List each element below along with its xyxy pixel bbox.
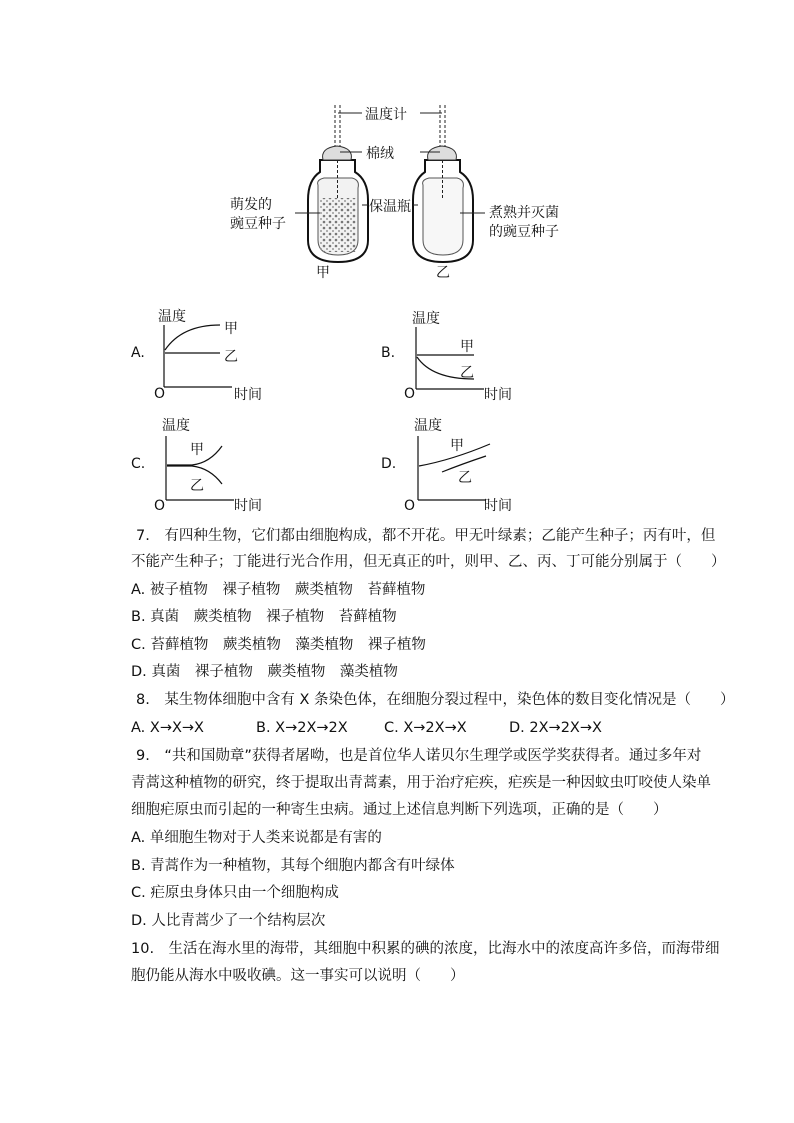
- graph-c-xlabel: 时间: [234, 498, 262, 514]
- option-c-letter: C.: [131, 456, 146, 472]
- q9-stem-line3: 细胞疟原虫而引起的一种寄生虫病。通过上述信息判断下列选项，正确的是（ ）: [131, 802, 668, 818]
- graph-d-label-jia: 甲: [450, 438, 464, 454]
- graph-a-ylabel: 温度: [158, 309, 186, 325]
- label-cotton: 棉绒: [366, 146, 394, 162]
- label-jia: 甲: [316, 265, 330, 281]
- q7-option-c: C. 苔藓植物 蕨类植物 藻类植物 裸子植物: [131, 637, 426, 653]
- q7-option-d: D. 真菌 裸子植物 蕨类植物 藻类植物: [131, 664, 398, 680]
- graph-c-origin: O: [154, 498, 166, 514]
- label-left-seeds-2: 豌豆种子: [230, 216, 286, 232]
- q9-option-a: A. 单细胞生物对于人类来说都是有害的: [131, 830, 382, 846]
- label-right-seeds-2: 的豌豆种子: [489, 224, 559, 240]
- graph-b: [402, 305, 522, 403]
- graph-a-curve-jia: [165, 325, 220, 350]
- label-flask: 保温瓶: [369, 199, 411, 215]
- q7-option-b: B. 真菌 蕨类植物 裸子植物 苔藓植物: [131, 609, 397, 625]
- q7-stem-line2: 不能产生种子；丁能进行光合作用，但无真正的叶，则甲、乙、丙、丁可能分别属于（ ）: [131, 554, 726, 570]
- graph-b-label-jia: 甲: [460, 339, 474, 355]
- graph-d: [402, 414, 522, 514]
- graph-b-ylabel: 温度: [412, 311, 440, 327]
- graph-a-xlabel: 时间: [234, 387, 262, 403]
- q9-option-b: B. 青蒿作为一种植物，其每个细胞内都含有叶绿体: [131, 858, 455, 874]
- q8-stem: 8. 某生物体细胞中含有 X 条染色体，在细胞分裂过程中，染色体的数目变化情况是（ ）: [136, 692, 735, 708]
- q10-stem-line2: 胞仍能从海水中吸收碘。这一事实可以说明（ ）: [131, 968, 465, 984]
- graph-d-label-yi: 乙: [458, 470, 472, 486]
- q7-option-a: A. 被子植物 裸子植物 蕨类植物 苔藓植物: [131, 582, 426, 598]
- graph-a-origin: O: [154, 386, 166, 402]
- q8-option-b: B. X→2X→2X: [256, 720, 348, 736]
- graph-d-xlabel: 时间: [484, 498, 512, 514]
- graph-c-label-yi: 乙: [190, 478, 204, 494]
- q8-option-c: C. X→2X→X: [384, 720, 467, 736]
- q8-option-a: A. X→X→X: [131, 720, 204, 736]
- label-right-seeds-1: 煮熟并灭菌: [489, 205, 559, 221]
- graph-b-xlabel: 时间: [484, 387, 512, 403]
- q9-stem-line2: 青蒿这种植物的研究，终于提取出青蒿素，用于治疗疟疾，疟疾是一种因蚊虫叮咬使人染单: [131, 775, 711, 791]
- q7-stem-line1: 7. 有四种生物，它们都由细胞构成，都不开花。甲无叶绿素；乙能产生种子；丙有叶，但: [136, 528, 716, 544]
- graph-a-label-jia: 甲: [224, 321, 238, 337]
- graph-c: [152, 414, 272, 514]
- graph-a: [152, 305, 272, 403]
- q8-option-d: D. 2X→2X→X: [509, 720, 602, 736]
- label-thermometer: 温度计: [365, 107, 407, 123]
- q9-option-c: C. 疟原虫身体只由一个细胞构成: [131, 885, 339, 901]
- graph-b-origin: O: [404, 386, 416, 402]
- q10-stem-line1: 10. 生活在海水里的海带，其细胞中积累的碘的浓度，比海水中的浓度高许多倍，而海带细: [131, 941, 720, 957]
- graph-a-label-yi: 乙: [224, 349, 238, 365]
- graph-c-ylabel: 温度: [162, 418, 190, 434]
- graph-c-label-jia: 甲: [190, 442, 204, 458]
- label-yi: 乙: [436, 265, 450, 281]
- option-b-letter: B.: [381, 345, 396, 361]
- option-d-letter: D.: [381, 456, 397, 472]
- option-a-letter: A.: [131, 345, 145, 361]
- thermos-illustration: [220, 100, 580, 285]
- graph-d-ylabel: 温度: [414, 418, 442, 434]
- label-left-seeds-1: 萌发的: [230, 197, 272, 213]
- q9-option-d: D. 人比青蒿少了一个结构层次: [131, 913, 326, 929]
- q9-stem-line1: 9. “共和国勋章”获得者屠呦，也是首位华人诺贝尔生理学或医学奖获得者。通过多年对: [136, 748, 702, 764]
- graph-d-origin: O: [404, 498, 416, 514]
- graph-b-label-yi: 乙: [460, 365, 474, 381]
